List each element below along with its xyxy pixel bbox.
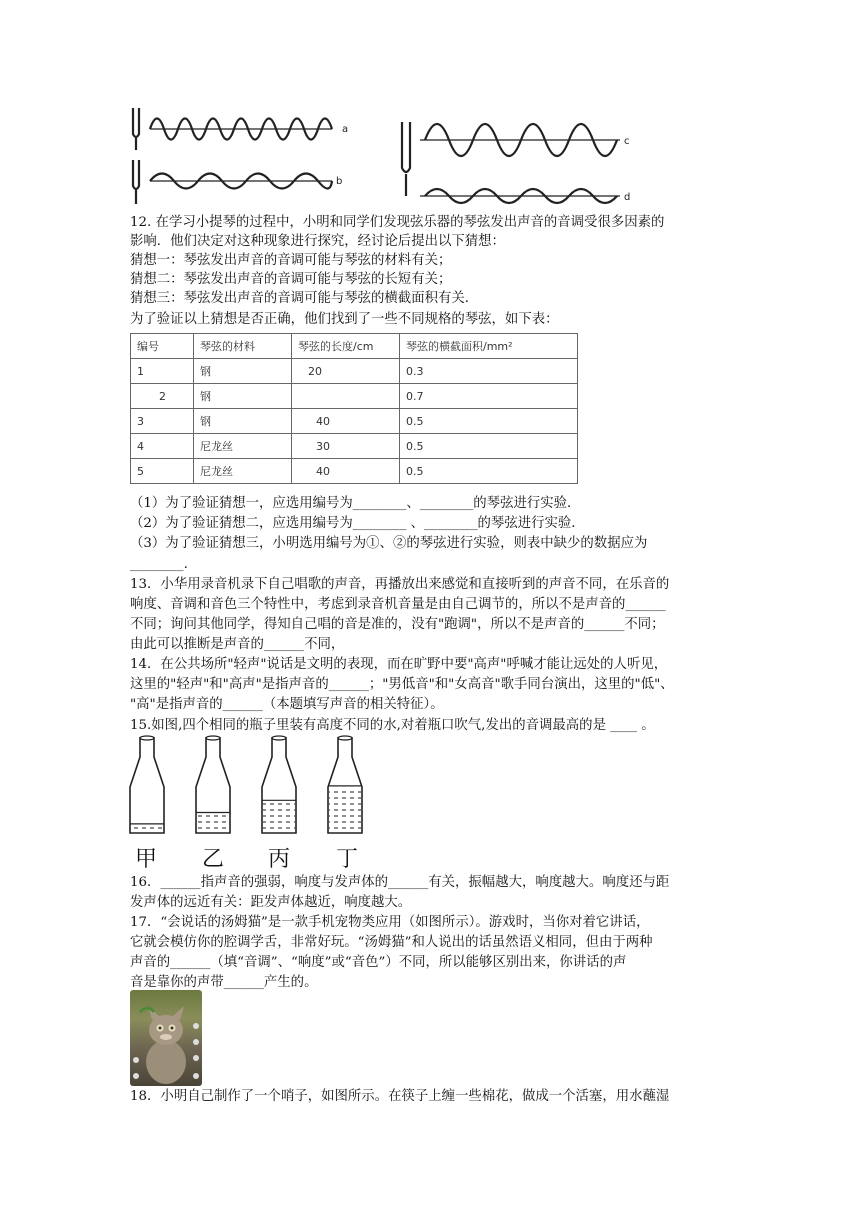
bottle-label-bing: 丙 bbox=[268, 847, 291, 872]
table-cell: 0.5 bbox=[400, 459, 578, 484]
q12-sub2: （2）为了验证猜想二，应选用编号为________ 、________的琴弦进行实验． bbox=[130, 516, 585, 531]
waveform-label-b: b bbox=[336, 176, 343, 187]
q17-line2: 它就会模仿你的腔调学舌，非常好玩。“汤姆猫”和人说出的话虽然语义相同，但由于两种 bbox=[130, 935, 653, 950]
q12-intro-line1: 12. 在学习小提琴的过程中，小明和同学们发现弦乐器的琴弦发出声音的音调受很多因素的 bbox=[130, 215, 665, 230]
table-cell: 0.7 bbox=[400, 384, 578, 409]
table-row bbox=[131, 409, 578, 434]
q14-line3: "高"是指声音的______（本题填写声音的相关特征）。 bbox=[130, 697, 444, 712]
tuning-fork-a-icon bbox=[133, 108, 139, 150]
q17-line1: 17．“会说话的汤姆猫”是一款手机宠物类应用（如图所示）。游戏时，当你对着它讲话， bbox=[130, 915, 650, 930]
q13-line1: 13．小华用录音机录下自己唱歌的声音，再播放出来感觉和直接听到的声音不同，在乐音的 bbox=[130, 577, 670, 592]
q13-line4: 由此可以推断是声音的______不同， bbox=[130, 637, 345, 652]
table-cell: 3 bbox=[131, 409, 194, 434]
table-cell: 4 bbox=[131, 434, 194, 459]
table-row bbox=[131, 384, 578, 409]
q12-table-lead: 为了验证以上猜想是否正确，他们找到了一些不同规格的琴弦，如下表： bbox=[130, 312, 559, 327]
q17-line4: 音是靠你的声带______产生的。 bbox=[130, 975, 318, 990]
table-cell: 0.5 bbox=[400, 409, 578, 434]
bottle-rim bbox=[140, 736, 154, 740]
bottle-water bbox=[263, 800, 295, 833]
table-cell: 40 bbox=[292, 409, 400, 434]
table-cell: 2 bbox=[131, 384, 194, 409]
bottle-outline bbox=[130, 737, 164, 833]
q12-sub3: （3）为了验证猜想三，小明选用编号为①、②的琴弦进行实验，则表中缺少的数据应为 bbox=[130, 536, 648, 551]
table-cell: 钢 bbox=[194, 384, 292, 409]
table-row bbox=[131, 459, 578, 484]
q12-guess1: 猜想一：琴弦发出声音的音调可能与琴弦的材料有关； bbox=[130, 253, 452, 268]
bottle-rim bbox=[272, 736, 286, 740]
bottle-rim bbox=[338, 736, 352, 740]
table-cell: 钢 bbox=[194, 409, 292, 434]
table-cell bbox=[292, 384, 400, 409]
q17-line3: 声音的______（填“音调”、“响度”或“音色”）不同，所以能够区别出来，你讲话的声 bbox=[130, 955, 627, 970]
tuning-fork-waveforms-figure bbox=[120, 100, 640, 212]
table-cell: 1 bbox=[131, 359, 194, 384]
table-cell: 5 bbox=[131, 459, 194, 484]
table-cell: 0.5 bbox=[400, 434, 578, 459]
bottle-label-yi: 乙 bbox=[202, 847, 225, 872]
q16-line2: 发声体的远近有关：距发声体越近，响度越大。 bbox=[130, 895, 412, 910]
table-cell: 钢 bbox=[194, 359, 292, 384]
table-cell: 尼龙丝 bbox=[194, 459, 292, 484]
table-header-cell: 琴弦的长度/cm bbox=[292, 334, 400, 359]
tuning-fork-cd-icon bbox=[402, 122, 410, 196]
table-header-cell: 琴弦的横截面积/mm² bbox=[400, 334, 578, 359]
waveform-label-c: c bbox=[624, 136, 630, 147]
talking-tom-cat-image bbox=[130, 990, 202, 1086]
q13-line3: 不同；询问其他同学，得知自己唱的音是准的，没有"跑调"，所以不是声音的______不同； bbox=[130, 617, 665, 632]
string-spec-table bbox=[130, 333, 578, 484]
bottle-water bbox=[131, 824, 163, 833]
table-cell: 0.3 bbox=[400, 359, 578, 384]
q12-guess2: 猜想二：琴弦发出声音的音调可能与琴弦的长短有关； bbox=[130, 272, 452, 287]
table-cell: 40 bbox=[292, 459, 400, 484]
table-cell: 30 bbox=[292, 434, 400, 459]
q14-line1: 14．在公共场所"轻声"说话是文明的表现，而在旷野中要"高声"呼喊才能让远处的人听见， bbox=[130, 657, 668, 672]
q14-line2: 这里的"轻声"和"高声"是指声音的______；"男低音"和"女高音"歌手同台演出，这里的"低"、 bbox=[130, 677, 674, 692]
table-row bbox=[131, 359, 578, 384]
q18-line1: 18．小明自己制作了一个哨子，如图所示。在筷子上缠一些棉花，做成一个活塞，用水蘸湿 bbox=[130, 1089, 670, 1104]
table-row bbox=[131, 434, 578, 459]
bottle-rim bbox=[206, 736, 220, 740]
q13-line2: 响度、音调和音色三个特性中，考虑到录音机音量是由自己调节的，所以不是声音的______ bbox=[130, 597, 666, 612]
table-cell: 20 bbox=[292, 359, 400, 384]
bottle-water bbox=[197, 812, 229, 833]
bottle-label-ding: 丁 bbox=[336, 847, 359, 872]
tuning-fork-b-icon bbox=[133, 160, 139, 204]
q12-intro-line2: 影响．他们决定对这种现象进行探究，经讨论后提出以下猜想： bbox=[130, 234, 505, 249]
waveform-label-d: d bbox=[624, 192, 631, 203]
bottle-water bbox=[329, 786, 361, 833]
table-header-cell: 编号 bbox=[131, 334, 194, 359]
table-cell: 尼龙丝 bbox=[194, 434, 292, 459]
bottles-figure bbox=[125, 735, 385, 840]
table-header-cell: 琴弦的材料 bbox=[194, 334, 292, 359]
q15-question: 15.如图,四个相同的瓶子里装有高度不同的水,对着瓶口吹气,发出的音调最高的是 ____ 。 bbox=[130, 718, 655, 733]
table-header-row bbox=[131, 334, 578, 359]
bottle-label-jia: 甲 bbox=[135, 847, 158, 872]
q12-guess3: 猜想三：琴弦发出声音的音调可能与琴弦的横截面积有关． bbox=[130, 291, 479, 306]
q12-sub3-blank: ________. bbox=[130, 557, 188, 572]
q12-sub1: （1）为了验证猜想一，应选用编号为________、________的琴弦进行实验． bbox=[130, 496, 581, 511]
waveform-label-a: a bbox=[342, 124, 349, 135]
q16-line1: 16．______指声音的强弱，响度与发声体的______有关，振幅越大，响度越大。响度还与距 bbox=[130, 875, 670, 890]
